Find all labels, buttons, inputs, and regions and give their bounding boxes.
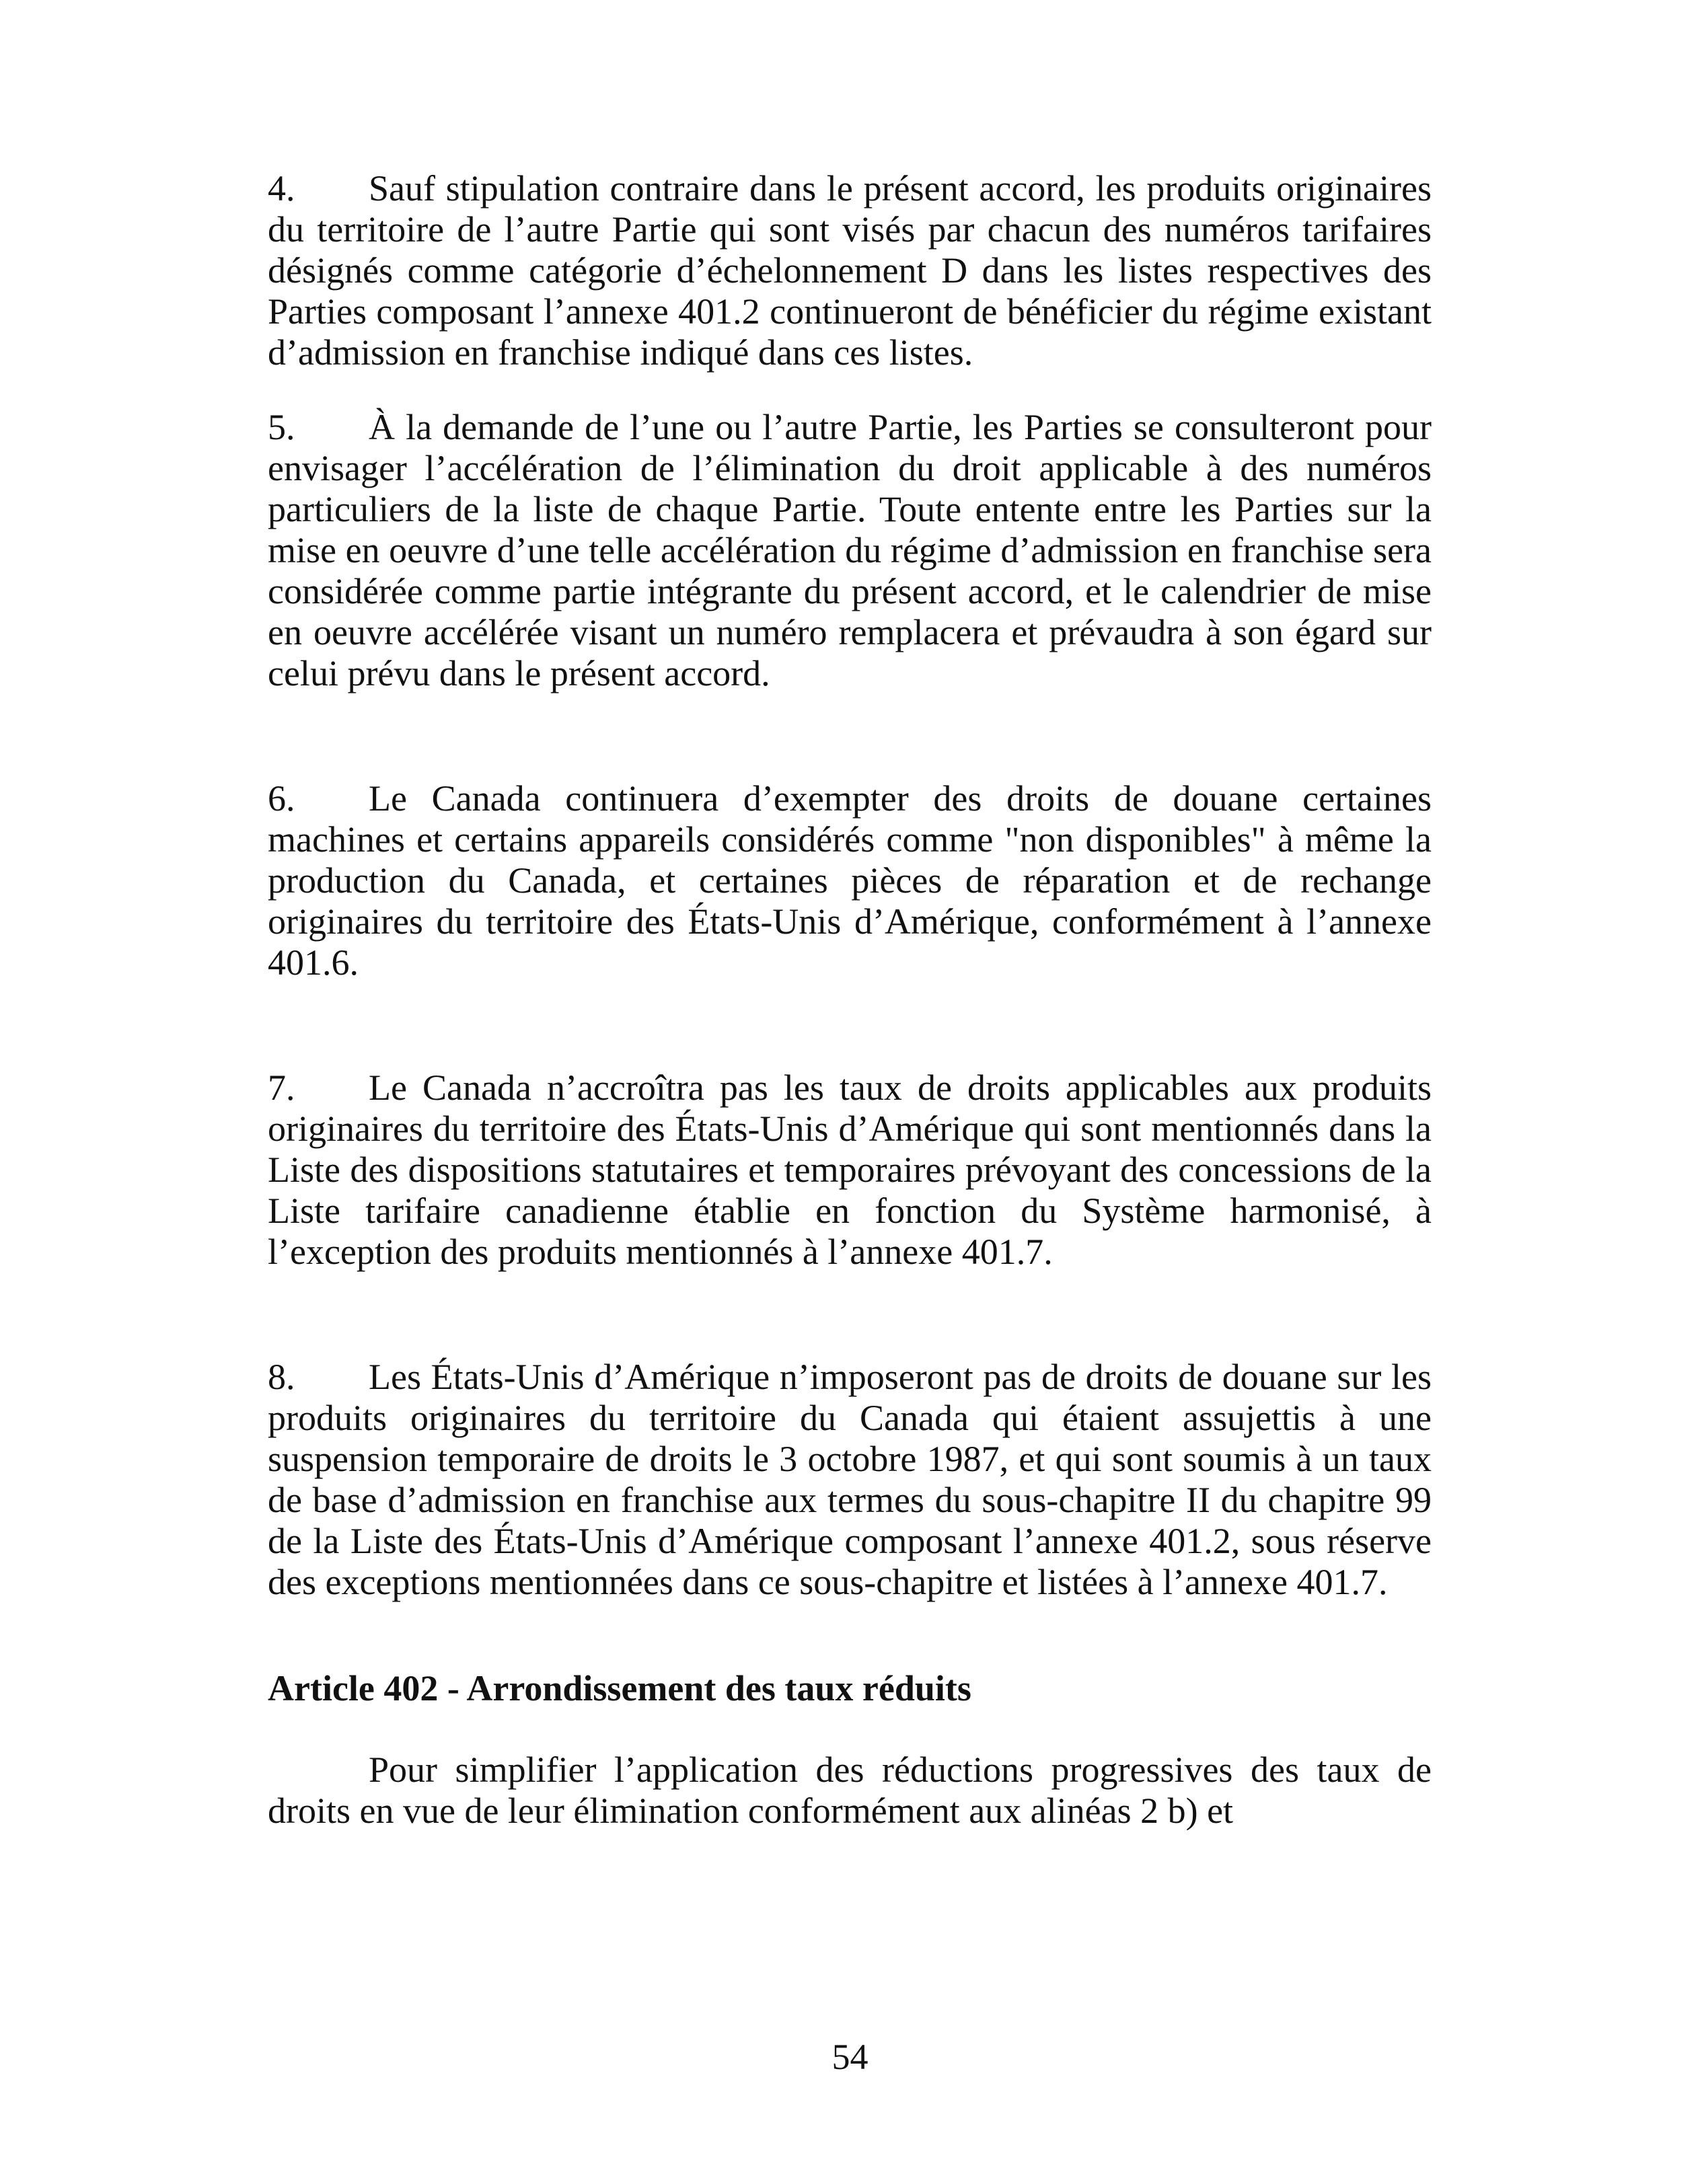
paragraph-5 [268,407,1432,694]
article-402-heading: Article 402 - Arrondissement des taux réduits [268,1668,971,1708]
paragraph-number: 6. [268,778,295,819]
paragraph-text: Les États-Unis d’Amérique n’imposeront pas de droits de douane sur les produits originaires du territoire du Canada qui étaient assujettis à une suspension temporaire de droits le 3 octobre 1987, et qui sont soumis à un taux de base d’admission en franchise aux termes du sous-chapitre II du chapitre 99 de la Liste des États-Unis d’Amérique composant l’annexe 401.2, sous réserve des exceptions mentionnées dans ce sous-chapitre et listées à l’annexe 401.7. [268,1357,1432,1602]
paragraph-text: Le Canada continuera d’exempter des droits de douane certaines machines et certains appareils considérés comme "non disponibles" à même la production du Canada, et certaines pièces de réparation et de rechange originaires du territoire des États-Unis d’Amérique, conformément à l’annexe 401.6. [268,778,1432,983]
paragraph-4 [268,168,1432,373]
paragraph-number: 8. [268,1357,295,1397]
paragraph-8 [268,1357,1432,1603]
paragraph-number: 4. [268,168,295,209]
paragraph-text: Le Canada n’accroîtra pas les taux de droits applicables aux produits originaires du territoire des États-Unis d’Amérique qui sont mentionnés dans la Liste des dispositions statutaires et temporaires prévoyant des concessions de la Liste tarifaire canadienne établie en fonction du Système harmonisé, à l’exception des produits mentionnés à l’annexe 401.7. [268,1067,1432,1272]
page-number: 54 [831,2037,869,2077]
paragraph-text: Sauf stipulation contraire dans le présent accord, les produits originaires du territoire de l’autre Partie qui sont visés par chacun des numéros tarifaires désignés comme catégorie d’échelonnement D dans les listes respectives des Parties composant l’annexe 401.2 continueront de bénéficier du régime existant d’admission en franchise indiqué dans ces listes. [268,168,1432,373]
document-page [268,168,1432,1832]
article-402-paragraph: Pour simplifier l’application des réductions progressives des taux de droits en vue de leur élimination conformément aux alinéas 2 b) et [268,1749,1432,1831]
paragraph-text: À la demande de l’une ou l’autre Partie, les Parties se consulteront pour envisager l’accélération de l’élimination du droit applicable à des numéros particuliers de la liste de chaque Partie. Toute entente entre les Parties sur la mise en oeuvre d’une telle accélération du régime d’admission en franchise sera considérée comme partie intégrante du présent accord, et le calendrier de mise en oeuvre accélérée visant un numéro remplacera et prévaudra à son égard sur celui prévu dans le présent accord. [268,407,1432,693]
paragraph-6 [268,778,1432,983]
paragraph-7 [268,1067,1432,1273]
paragraph-number: 7. [268,1067,295,1108]
paragraph-number: 5. [268,407,295,447]
